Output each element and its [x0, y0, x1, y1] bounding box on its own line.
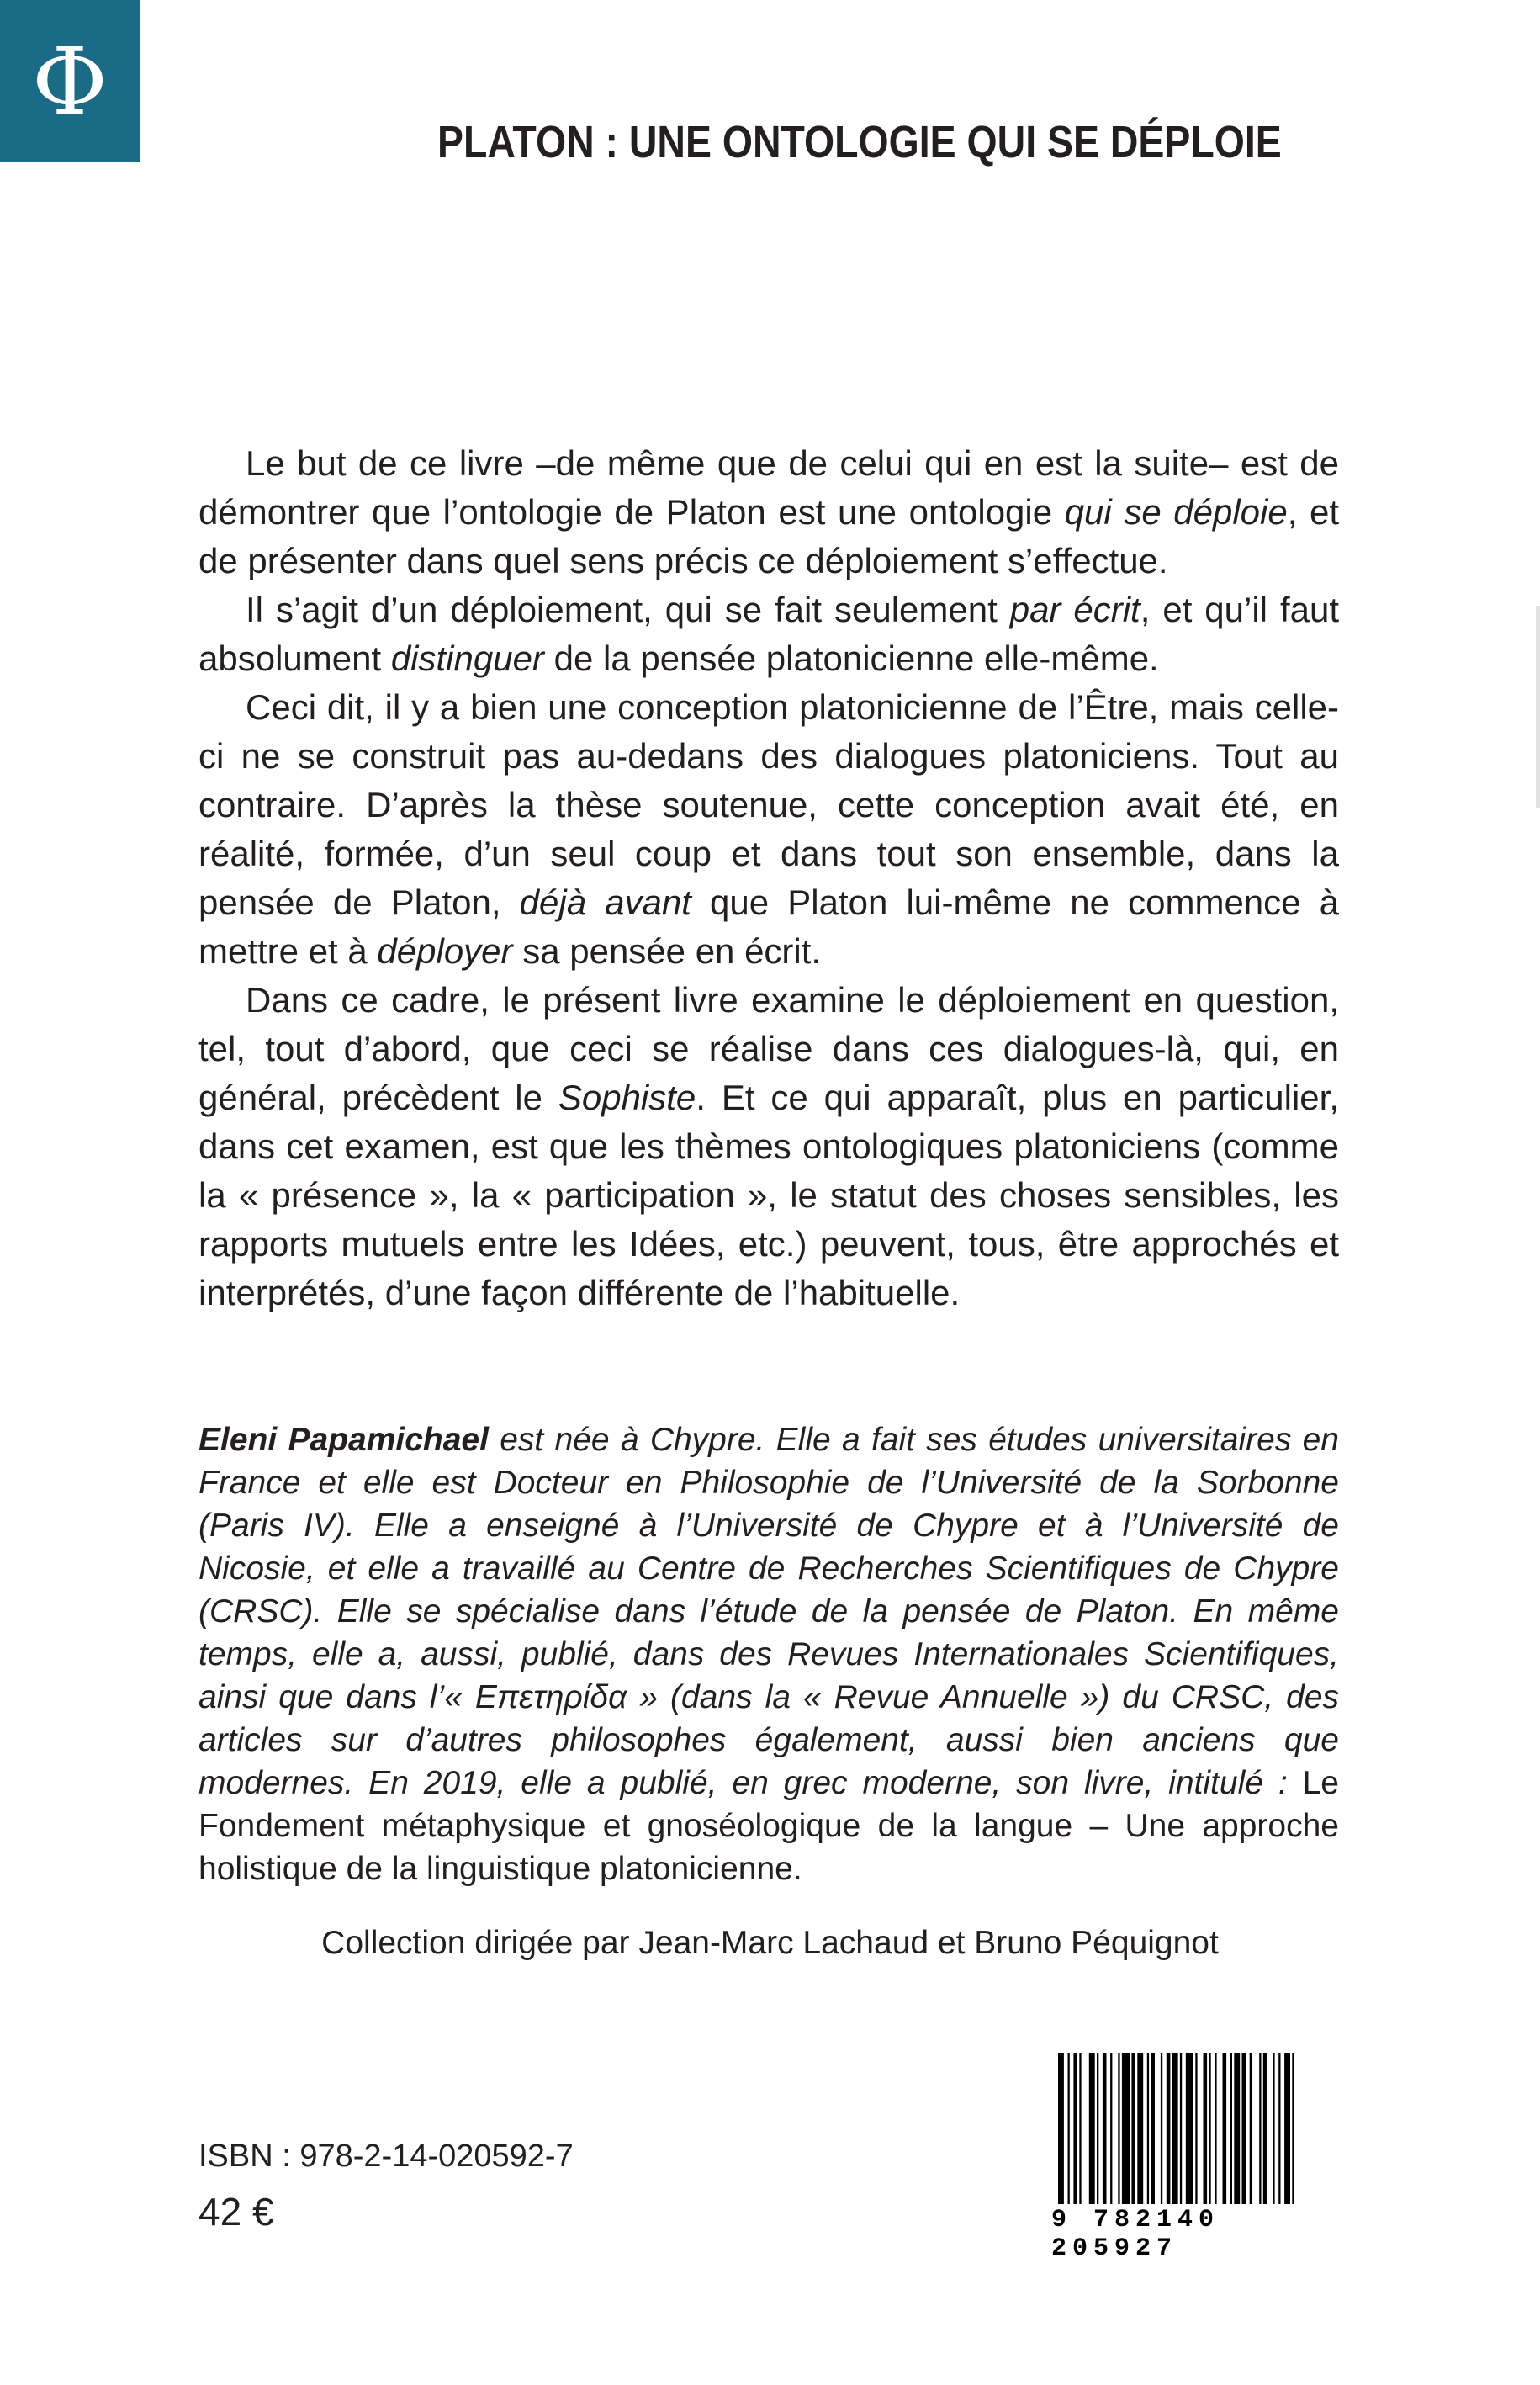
bio-book-title: Le Fondement métaphysique et gnoséologique de la langue – Une approche holistique de la linguistique platonicienne.	[198, 1765, 1339, 1887]
author-name: Eleni Papamichael	[198, 1422, 489, 1458]
book-title: PLATON : UNE ONTOLOGIE QUI SE DÉPLOIE	[437, 117, 1282, 167]
barcode-bar	[1137, 2053, 1143, 2204]
barcode-bars	[1051, 2053, 1329, 2204]
blurb-paragraph-4: Dans ce cadre, le présent livre examine le déploiement en question, tel, tout d’abord, que ceci se réalise dans ces dialogues-là, qui, en général, précèdent le Sophiste. Et ce qui apparaît, plus en particulier, dans cet examen, est que les thèmes ontologiques platoniciens (comme la « présence », la « participation », le statut des choses sensibles, les rapports mutuels entre les Idées, etc.) peuvent, tous, être approchés et interprétés, d’une façon différente de l’habituelle.	[198, 980, 1339, 1312]
barcode-bar	[1250, 2053, 1252, 2204]
barcode-bar	[1180, 2053, 1182, 2204]
barcode-bar	[1278, 2053, 1280, 2204]
barcode-digits: 9 782140 205927	[1051, 2206, 1220, 2263]
barcode-bar	[1097, 2053, 1098, 2204]
barcode-bar	[1284, 2053, 1290, 2204]
barcode-bar	[1223, 2053, 1227, 2204]
barcode-bar	[1147, 2053, 1149, 2204]
blurb-paragraph-3: Ceci dit, il y a bien une conception platonicienne de l’Être, mais celle-ci ne se construit pas au-dedans des dialogues platoniciens. Tout au contraire. D’après la thèse soutenue, cette conception avait été, en réalité, formée, d’un seul coup et dans tout son ensemble, dans la pensée de Platon, déjà avant que Platon lui-même ne commence à mettre et à déployer sa pensée en écrit.	[198, 687, 1339, 971]
barcode-bar	[1209, 2053, 1210, 2204]
barcode-bar	[1204, 2053, 1208, 2204]
barcode-bar	[1167, 2053, 1171, 2204]
barcode-bar	[1161, 2053, 1162, 2204]
back-cover-blurb	[198, 439, 1339, 1317]
publisher-logo	[0, 0, 140, 162]
barcode-bar	[1079, 2053, 1081, 2204]
collection-credit: Collection dirigée par Jean-Marc Lachaud et Bruno Péquignot	[321, 1925, 1219, 1961]
edge-mark	[1536, 606, 1540, 808]
barcode-bar	[1110, 2053, 1112, 2204]
barcode-bar	[1073, 2053, 1077, 2204]
price: 42 €	[198, 2190, 274, 2234]
barcode-bar	[1292, 2053, 1294, 2204]
isbn: ISBN : 978-2-14-020592-7	[198, 2139, 574, 2174]
barcode-bar	[1242, 2053, 1246, 2204]
barcode-bar	[1058, 2053, 1064, 2204]
blurb-paragraph-2: Il s’agit d’un déploiement, qui se fait seulement par écrit, et qu’il faut absolument distinguer de la pensée platonicienne elle-même.	[198, 590, 1340, 678]
barcode	[1051, 2053, 1329, 2263]
author-bio	[198, 1418, 1339, 1890]
barcode-bar	[1131, 2053, 1135, 2204]
barcode-bar	[1259, 2053, 1261, 2204]
barcode-bar	[1068, 2053, 1070, 2204]
barcode-bar	[1273, 2053, 1274, 2204]
barcode-bar	[1122, 2053, 1130, 2204]
barcode-bar	[1103, 2053, 1107, 2204]
barcode-bar	[1195, 2053, 1197, 2204]
barcode-bar	[1089, 2053, 1095, 2204]
barcode-bar	[1230, 2053, 1232, 2204]
blurb-paragraph-1: Le but de ce livre –de même que de celui qui en est la suite– est de démontrer que l’ontologie de Platon est une ontologie qui se déploie, et de présenter dans quel sens précis ce déploiement s’effectue.	[198, 443, 1339, 580]
barcode-bar	[1215, 2053, 1216, 2204]
barcode-bar	[1151, 2053, 1155, 2204]
barcode-bar	[1172, 2053, 1178, 2204]
barcode-bar	[1263, 2053, 1267, 2204]
barcode-bar	[1234, 2053, 1240, 2204]
phi-icon: Φ	[31, 27, 108, 135]
barcode-bar	[1186, 2053, 1193, 2204]
bio-text: est née à Chypre. Elle a fait ses études universitaires en France et elle est Docteur en Philosophie de l’Université de la Sorbonne (Paris IV). Elle a enseigné à l’Université de Chypre et à l’Université de Nicosie, et elle a travaillé au Centre de Recherches Scientifiques de Chypre (CRSC). Elle se spécialise dans l’étude de la pensée de Platon. En même temps, elle a, aussi, publié, dans des Revues Internationales Scientifiques, ainsi que dans l’« Επετηρίδα » (dans la « Revue Annuelle ») du CRSC, des articles sur d’autres philosophes également, aussi bien anciens que modernes. En 2019, elle a publié, en grec moderne, son livre, intitulé :	[198, 1422, 1339, 1801]
barcode-bar	[1118, 2053, 1119, 2204]
